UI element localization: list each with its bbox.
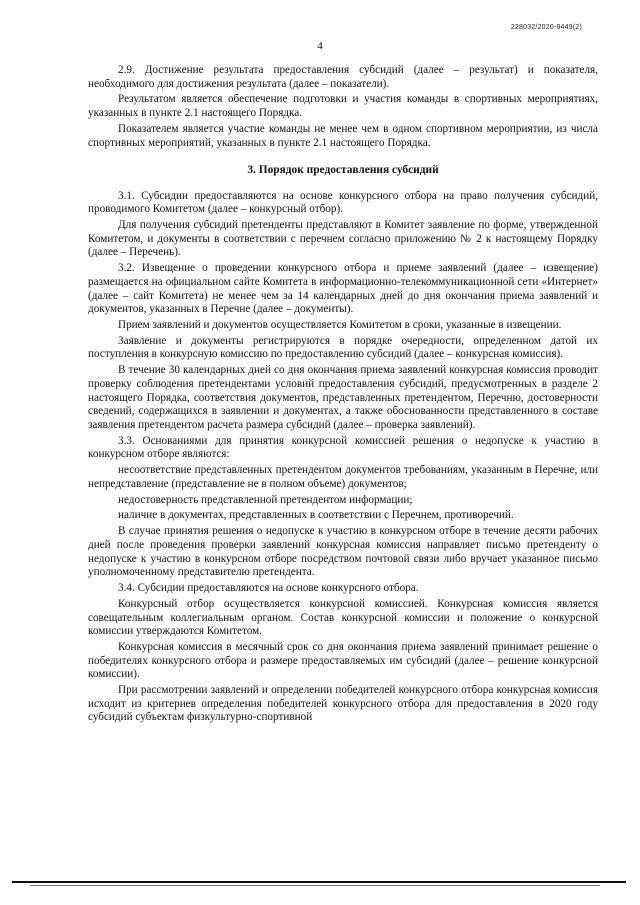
- paragraph-nonadmission: В случае принятия решения о недопуске к участию в конкурсном отборе в течение десяти рабочих дней после проведения проверки заявлений конкурсная комиссия направляет письмо претенденту о недопуске к участию в конкурсном отборе посредством почтовой связи либо вручает указанное письмо уполномоченному представителю претендента.: [88, 525, 598, 579]
- section-heading: 3. Порядок предоставления субсидий: [247, 164, 439, 177]
- paragraph-3-1: 3.1. Субсидии предоставляются на основе конкурсного отбора на право получения субсидий, проводимого Комитетом (далее – конкурсный отбор).: [88, 189, 598, 216]
- paragraph-2-9: 2.9. Достижение результата предоставления субсидий (далее – результат) и показателя, необходимого для достижения результата (далее – показатели).: [88, 64, 598, 90]
- paragraph-result: Результатом является обеспечение подготовки и участия команды в спортивных мероприятиях, указанных в пункте 2.1 настоящего Порядка.: [88, 93, 598, 120]
- paragraph-registration: Заявление и документы регистрируются в порядке очередности, определенном датой их поступления в конкурсную комиссию по предоставлению субсидий (далее – конкурсная комиссия).: [88, 334, 598, 361]
- paragraph-3-4: 3.4. Субсидии предоставляются на основе конкурсного отбора.: [118, 582, 419, 595]
- paragraph-commission: Конкурсный отбор осуществляется конкурсной комиссией. Конкурсная комиссия является совещательным коллегиальным органом. Состав конкурсной комиссии и положение о конкурсной комиссии утверждаются Комитетом.: [88, 597, 598, 638]
- page-number: 4: [317, 40, 323, 52]
- list-item-noncompliance: несоответствие представленных претендентом документов требованиям, указанным в Перечне, или непредставление (представление не в полном объеме) документов;: [88, 464, 598, 490]
- paragraph-verification: В течение 30 календарных дней со дня окончания приема заявлений конкурсная комиссия проводит проверку соблюдения претендентами условий предоставления субсидий, предусмотренных в разделе 2 настоящего Порядка, соответствия документов, представленных претендентом, Перечню, достоверности сведений, содержащихся в заявлении и документах, а также обоснованности представленного в составе заявления претендентом расчета размера субсидий (далее – проверка заявлений).: [88, 364, 598, 431]
- paragraph-indicator: Показателем является участие команды не менее чем в одном спортивном мероприятии, из числа спортивных мероприятий, указанных в пункте 2.1 настоящего Порядка.: [88, 122, 598, 149]
- paragraph-3-3: 3.3. Основаниями для принятия конкурсной комиссией решения о недопуске к участию в конкурсном отборе являются:: [88, 434, 598, 461]
- list-item-unreliability: недостоверность представленной претендентом информации;: [118, 493, 413, 506]
- document-id: 228032/2020-8449(2): [510, 24, 582, 31]
- paragraph-reception: Прием заявлений и документов осуществляется Комитетом в сроки, указанные в извещении.: [118, 318, 562, 331]
- scan-edge-shadow: [30, 885, 600, 886]
- paragraph-3-2: 3.2. Извещение о проведении конкурсного отбора и приеме заявлений (далее – извещение) размещается на официальном сайте Комитета в информационно-телекоммуникационной сети «Интернет» (далее – сайт Комитета) не менее чем за 14 календарных дней до дня окончания приема заявлений и документов, указанных в Перечне (далее – документы).: [88, 262, 598, 316]
- document-body: [88, 64, 598, 727]
- scan-edge-line: [12, 881, 626, 883]
- paragraph-application: Для получения субсидий претенденты представляют в Комитет заявление по форме, утвержденной Комитетом, и документы в соответствии с перечнем согласно приложению № 2 к настоящему Порядку (далее – Перечень).: [88, 219, 598, 259]
- paragraph-decision: Конкурсная комиссия в месячный срок со дня окончания приема заявлений принимает решение о победителях конкурсного отбора и размере предоставляемых им субсидий (далее – решение конкурсной комиссии).: [88, 641, 598, 681]
- list-item-contradictions: наличие в документах, представленных в соответствии с Перечнем, противоречий.: [118, 509, 514, 522]
- paragraph-criteria: При рассмотрении заявлений и определении победителей конкурсного отбора конкурсная комиссия исходит из критериев определения победителей конкурсного отбора для предоставления в 2020 году субсидий субъектам физкультурно-спортивной: [88, 684, 598, 724]
